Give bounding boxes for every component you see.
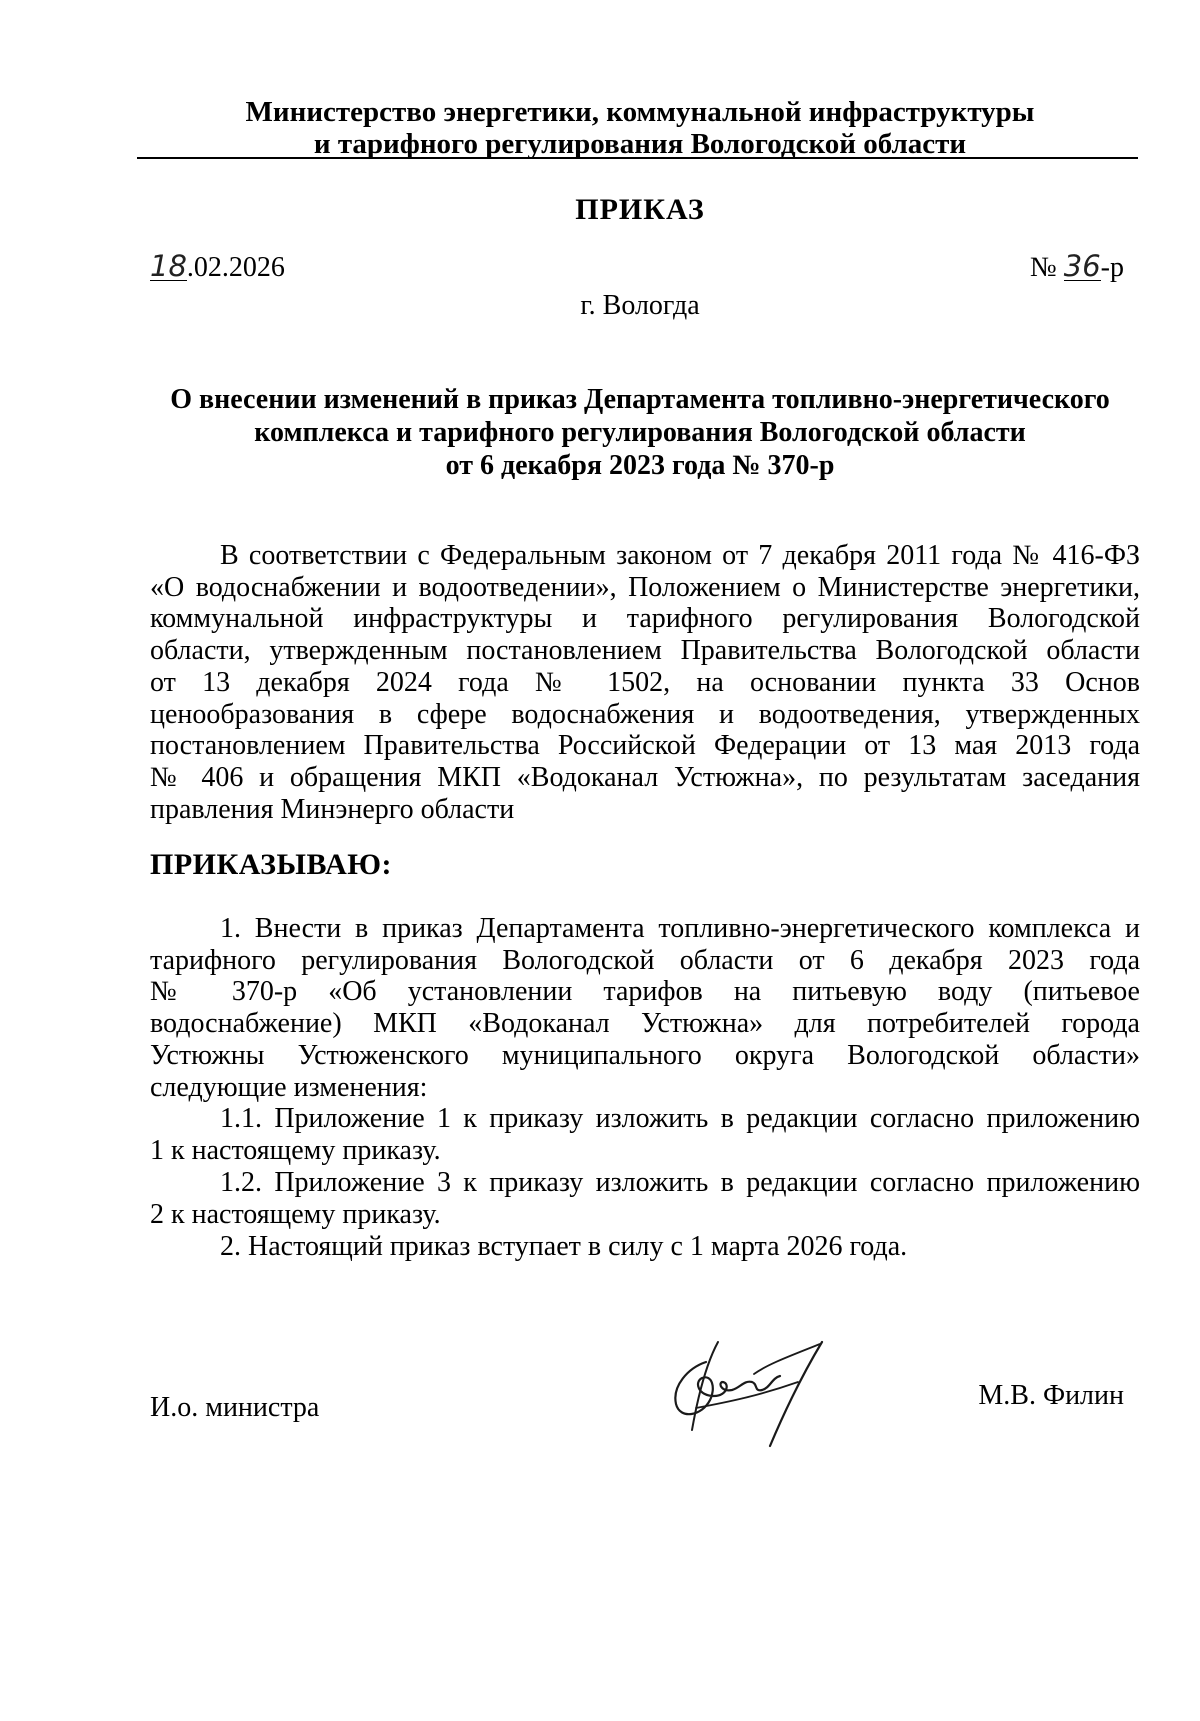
number-suffix: -р	[1100, 252, 1124, 283]
order-word: ПРИКАЗЫВАЮ:	[150, 848, 393, 881]
ministry-name-line2: и тарифного регулирования Вологодской области	[313, 128, 967, 160]
signatory-name: М.В. Филин	[978, 1380, 1124, 1411]
preamble-line: ценообразования в сфере водоснабжения и водоотведения, утвержденных	[150, 698, 1140, 730]
signatory-role: И.о. министра	[150, 1392, 320, 1423]
subject-line2: комплекса и тарифного регулирования Вологодской области	[254, 417, 1026, 448]
subject-line3: от 6 декабря 2023 года № 370-р	[445, 450, 835, 481]
item-1-1-line: 1.1. Приложение 1 к приказу изложить в редакции согласно приложению	[220, 1103, 1140, 1134]
preamble-line: «О водоснабжении и водоотведении», Положением о Министерстве энергетики,	[150, 571, 1140, 603]
preamble-line: В соответствии с Федеральным законом от 7 декабря 2011 года № 416-ФЗ	[220, 540, 1140, 571]
preamble-line: постановлением Правительства Российской Федерации от 13 мая 2013 года	[150, 730, 1140, 762]
document-subject	[140, 383, 1140, 482]
header-rule	[137, 157, 1138, 159]
item-1-line: тарифного регулирования Вологодской области от 6 декабря 2023 года	[150, 944, 1140, 976]
item-1-2	[150, 1167, 1140, 1230]
item-1-1	[150, 1103, 1140, 1166]
item-1-2-line: 2 к настоящему приказу.	[150, 1198, 441, 1230]
item-2	[150, 1231, 1140, 1263]
number-prefix: №	[1030, 252, 1057, 283]
document-type: ПРИКАЗ	[575, 193, 705, 226]
item-1-line: водоснабжение) МКП «Водоканал Устюжна» для потребителей города	[150, 1008, 1140, 1040]
ministry-name	[140, 96, 1140, 160]
item-1-line: 1. Внести в приказ Департамента топливно-энергетического комплекса и	[220, 913, 1140, 944]
document-number	[1030, 249, 1124, 284]
preamble-paragraph	[150, 540, 1140, 825]
handwritten-number: 36	[1063, 249, 1101, 283]
document-city: г. Вологда	[580, 290, 700, 321]
preamble-line: коммунальной инфраструктуры и тарифного регулирования Вологодской	[150, 603, 1140, 635]
preamble-line: № 406 и обращения МКП «Водоканал Устюжна», по результатам заседания	[150, 761, 1140, 793]
preamble-line: области, утвержденным постановлением Правительства Вологодской области	[150, 635, 1140, 667]
item-2-line: 2. Настоящий приказ вступает в силу с 1 марта 2026 года.	[220, 1231, 908, 1262]
subject-line1: О внесении изменений в приказ Департамента топливно-энергетического	[170, 384, 1110, 415]
item-1-line: № 370-р «Об установлении тарифов на питьевую воду (питьевое	[150, 976, 1140, 1008]
preamble-line: от 13 декабря 2024 года № 1502, на основании пункта 33 Основ	[150, 666, 1140, 698]
ministry-name-line1: Министерство энергетики, коммунальной инфраструктуры	[245, 96, 1035, 128]
item-1	[150, 913, 1140, 1103]
item-1-2-line: 1.2. Приложение 3 к приказу изложить в редакции согласно приложению	[220, 1167, 1140, 1198]
preamble-line: правления Минэнерго области	[150, 793, 515, 825]
handwritten-day: 18	[150, 249, 187, 283]
handwritten-signature-icon	[658, 1334, 838, 1454]
item-1-1-line: 1 к настоящему приказу.	[150, 1134, 441, 1166]
item-1-line: следующие изменения:	[150, 1071, 428, 1103]
item-1-line: Устюжны Устюженского муниципального округа Вологодской области»	[150, 1039, 1140, 1071]
date-rest: .02.2026	[186, 252, 285, 283]
document-date	[150, 249, 285, 284]
